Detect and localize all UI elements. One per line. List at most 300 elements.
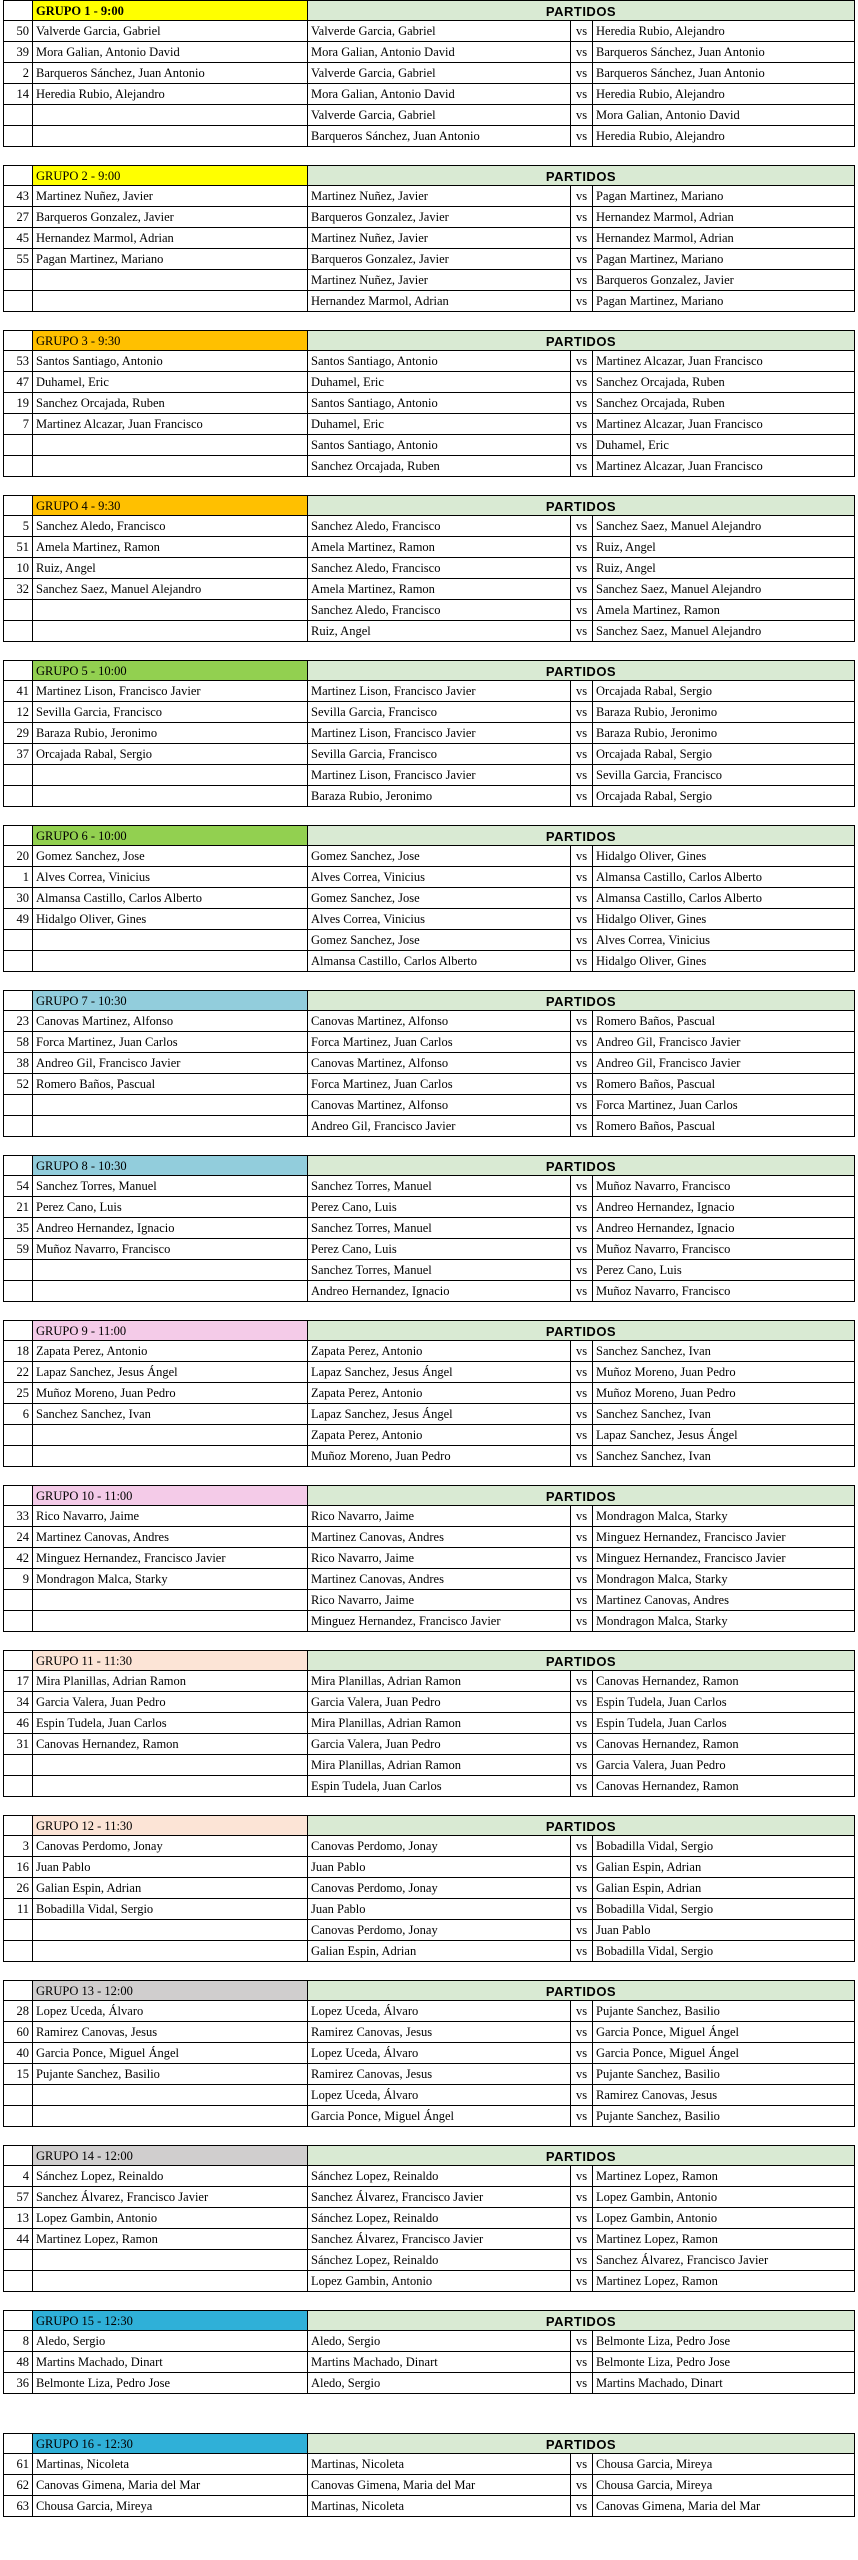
group-title: GRUPO 11 - 11:30 (33, 1650, 308, 1671)
player-name (33, 1941, 308, 1962)
player-seed (3, 2250, 33, 2271)
player-name: Martinez Alcazar, Juan Francisco (33, 414, 308, 435)
match-player-2: Canovas Hernandez, Ramon (593, 1776, 855, 1797)
player-name: Martins Machado, Dinart (33, 2352, 308, 2373)
player-name: Sanchez Aledo, Francisco (33, 516, 308, 537)
match-player-2: Canovas Hernandez, Ramon (593, 1671, 855, 1692)
player-name (33, 2250, 308, 2271)
player-seed: 39 (3, 42, 33, 63)
match-vs: vs (571, 1527, 593, 1548)
player-name: Canovas Perdomo, Jonay (33, 1836, 308, 1857)
match-vs: vs (571, 2352, 593, 2373)
player-name (33, 1590, 308, 1611)
player-name: Barqueros Sánchez, Juan Antonio (33, 63, 308, 84)
match-vs: vs (571, 2331, 593, 2352)
match-player-2: Espin Tudela, Juan Carlos (593, 1713, 855, 1734)
match-vs: vs (571, 84, 593, 105)
player-seed (3, 456, 33, 477)
match-player-1: Amela Martinez, Ramon (308, 579, 571, 600)
match-vs: vs (571, 2373, 593, 2394)
match-vs: vs (571, 1281, 593, 1302)
group-header-seed-cell (3, 1815, 33, 1836)
match-player-2: Pagan Martinez, Mariano (593, 186, 855, 207)
match-player-1: Martinas, Nicoleta (308, 2496, 571, 2517)
player-name: Canovas Martinez, Alfonso (33, 1011, 308, 1032)
player-seed: 30 (3, 888, 33, 909)
match-player-2: Sanchez Orcajada, Ruben (593, 393, 855, 414)
player-name: Lopez Gambin, Antonio (33, 2208, 308, 2229)
player-name: Andreo Gil, Francisco Javier (33, 1053, 308, 1074)
player-name: Hidalgo Oliver, Gines (33, 909, 308, 930)
player-name: Garcia Valera, Juan Pedro (33, 1692, 308, 1713)
player-name: Lopez Uceda, Álvaro (33, 2001, 308, 2022)
player-seed (3, 1941, 33, 1962)
match-player-1: Sevilla Garcia, Francisco (308, 702, 571, 723)
group-header-seed-cell (3, 1980, 33, 2001)
player-seed: 15 (3, 2064, 33, 2085)
partidos-header: PARTIDOS (308, 2145, 855, 2166)
player-seed: 9 (3, 1569, 33, 1590)
player-name: Chousa Garcia, Mireya (33, 2496, 308, 2517)
player-seed: 27 (3, 207, 33, 228)
match-player-1: Canovas Martinez, Alfonso (308, 1095, 571, 1116)
player-seed: 57 (3, 2187, 33, 2208)
player-seed: 14 (3, 84, 33, 105)
match-player-2: Sanchez Saez, Manuel Alejandro (593, 579, 855, 600)
match-player-2: Almansa Castillo, Carlos Alberto (593, 888, 855, 909)
match-player-1: Gomez Sanchez, Jose (308, 888, 571, 909)
match-player-1: Barqueros Sánchez, Juan Antonio (308, 126, 571, 147)
match-vs: vs (571, 600, 593, 621)
group-header-seed-cell (3, 165, 33, 186)
match-vs: vs (571, 42, 593, 63)
player-seed: 32 (3, 579, 33, 600)
player-name (33, 621, 308, 642)
match-player-2: Minguez Hernandez, Francisco Javier (593, 1548, 855, 1569)
match-vs: vs (571, 63, 593, 84)
match-player-1: Forca Martinez, Juan Carlos (308, 1032, 571, 1053)
match-player-2: Baraza Rubio, Jeronimo (593, 723, 855, 744)
group-title: GRUPO 12 - 11:30 (33, 1815, 308, 1836)
player-seed (3, 1776, 33, 1797)
match-player-1: Amela Martinez, Ramon (308, 537, 571, 558)
partidos-header: PARTIDOS (308, 1320, 855, 1341)
group-header-seed-cell (3, 2145, 33, 2166)
group-header-seed-cell (3, 660, 33, 681)
match-vs: vs (571, 1899, 593, 1920)
match-player-2: Orcajada Rabal, Sergio (593, 786, 855, 807)
player-name (33, 1260, 308, 1281)
match-vs: vs (571, 2187, 593, 2208)
player-name: Bobadilla Vidal, Sergio (33, 1899, 308, 1920)
match-player-2: Pujante Sanchez, Basilio (593, 2001, 855, 2022)
match-player-2: Sanchez Orcajada, Ruben (593, 372, 855, 393)
match-player-2: Barqueros Sánchez, Juan Antonio (593, 42, 855, 63)
match-player-2: Hidalgo Oliver, Gines (593, 951, 855, 972)
player-name (33, 1425, 308, 1446)
match-player-1: Garcia Valera, Juan Pedro (308, 1692, 571, 1713)
match-player-2: Hernandez Marmol, Adrian (593, 228, 855, 249)
player-seed: 4 (3, 2166, 33, 2187)
match-player-1: Canovas Perdomo, Jonay (308, 1920, 571, 1941)
player-seed (3, 126, 33, 147)
player-seed: 11 (3, 1899, 33, 1920)
match-player-1: Martinez Canovas, Andres (308, 1569, 571, 1590)
match-player-2: Muñoz Moreno, Juan Pedro (593, 1362, 855, 1383)
player-name: Muñoz Navarro, Francisco (33, 1239, 308, 1260)
match-player-2: Lopez Gambin, Antonio (593, 2187, 855, 2208)
match-vs: vs (571, 867, 593, 888)
player-seed: 36 (3, 2373, 33, 2394)
match-player-2: Muñoz Navarro, Francisco (593, 1239, 855, 1260)
player-name: Canovas Gimena, Maria del Mar (33, 2475, 308, 2496)
match-player-1: Martinas, Nicoleta (308, 2454, 571, 2475)
partidos-header: PARTIDOS (308, 1815, 855, 1836)
match-vs: vs (571, 2022, 593, 2043)
match-vs: vs (571, 1074, 593, 1095)
match-player-2: Belmonte Liza, Pedro Jose (593, 2331, 855, 2352)
match-vs: vs (571, 2085, 593, 2106)
player-seed: 49 (3, 909, 33, 930)
match-player-2: Belmonte Liza, Pedro Jose (593, 2352, 855, 2373)
player-name: Hernandez Marmol, Adrian (33, 228, 308, 249)
player-seed: 1 (3, 867, 33, 888)
player-name: Sanchez Álvarez, Francisco Javier (33, 2187, 308, 2208)
group-title: GRUPO 14 - 12:00 (33, 2145, 308, 2166)
player-name (33, 1755, 308, 1776)
group-title: GRUPO 4 - 9:30 (33, 495, 308, 516)
match-vs: vs (571, 1032, 593, 1053)
group-header-seed-cell (3, 2310, 33, 2331)
match-player-1: Sanchez Torres, Manuel (308, 1260, 571, 1281)
match-vs: vs (571, 2229, 593, 2250)
match-vs: vs (571, 1548, 593, 1569)
match-player-2: Almansa Castillo, Carlos Alberto (593, 867, 855, 888)
group-title: GRUPO 8 - 10:30 (33, 1155, 308, 1176)
group-title: GRUPO 3 - 9:30 (33, 330, 308, 351)
match-vs: vs (571, 2496, 593, 2517)
match-player-1: Zapata Perez, Antonio (308, 1383, 571, 1404)
player-seed: 61 (3, 2454, 33, 2475)
partidos-header: PARTIDOS (308, 165, 855, 186)
group-title: GRUPO 2 - 9:00 (33, 165, 308, 186)
match-player-2: Bobadilla Vidal, Sergio (593, 1836, 855, 1857)
match-vs: vs (571, 105, 593, 126)
match-vs: vs (571, 2475, 593, 2496)
match-player-1: Sanchez Álvarez, Francisco Javier (308, 2187, 571, 2208)
match-player-1: Andreo Gil, Francisco Javier (308, 1116, 571, 1137)
match-player-2: Martins Machado, Dinart (593, 2373, 855, 2394)
player-seed (3, 2106, 33, 2127)
player-name: Juan Pablo (33, 1857, 308, 1878)
player-seed: 38 (3, 1053, 33, 1074)
match-player-2: Sanchez Sanchez, Ivan (593, 1404, 855, 1425)
match-player-1: Perez Cano, Luis (308, 1197, 571, 1218)
player-name (33, 1446, 308, 1467)
match-vs: vs (571, 1692, 593, 1713)
match-player-2: Minguez Hernandez, Francisco Javier (593, 1527, 855, 1548)
match-vs: vs (571, 186, 593, 207)
match-vs: vs (571, 1260, 593, 1281)
match-vs: vs (571, 126, 593, 147)
partidos-header: PARTIDOS (308, 495, 855, 516)
match-player-1: Valverde Garcia, Gabriel (308, 105, 571, 126)
match-player-1: Juan Pablo (308, 1857, 571, 1878)
player-name: Zapata Perez, Antonio (33, 1341, 308, 1362)
player-seed: 44 (3, 2229, 33, 2250)
match-player-1: Forca Martinez, Juan Carlos (308, 1074, 571, 1095)
match-vs: vs (571, 1425, 593, 1446)
player-name: Mora Galian, Antonio David (33, 42, 308, 63)
match-player-2: Hernandez Marmol, Adrian (593, 207, 855, 228)
match-player-2: Pagan Martinez, Mariano (593, 291, 855, 312)
player-name: Ruiz, Angel (33, 558, 308, 579)
player-seed (3, 1116, 33, 1137)
match-vs: vs (571, 456, 593, 477)
match-player-1: Valverde Garcia, Gabriel (308, 63, 571, 84)
player-name: Pagan Martinez, Mariano (33, 249, 308, 270)
player-seed: 17 (3, 1671, 33, 1692)
partidos-header: PARTIDOS (308, 2310, 855, 2331)
match-vs: vs (571, 2271, 593, 2292)
player-name: Sanchez Saez, Manuel Alejandro (33, 579, 308, 600)
player-name: Muñoz Moreno, Juan Pedro (33, 1383, 308, 1404)
player-seed (3, 930, 33, 951)
player-name: Galian Espin, Adrian (33, 1878, 308, 1899)
match-player-1: Barqueros Gonzalez, Javier (308, 207, 571, 228)
match-player-1: Lapaz Sanchez, Jesus Ángel (308, 1404, 571, 1425)
match-player-1: Andreo Hernandez, Ignacio (308, 1281, 571, 1302)
group-header-seed-cell (3, 1650, 33, 1671)
player-name (33, 126, 308, 147)
match-player-2: Martinez Alcazar, Juan Francisco (593, 414, 855, 435)
player-name: Garcia Ponce, Miguel Ángel (33, 2043, 308, 2064)
player-seed (3, 621, 33, 642)
match-vs: vs (571, 765, 593, 786)
player-name: Alves Correa, Vinicius (33, 867, 308, 888)
match-player-2: Sanchez Saez, Manuel Alejandro (593, 621, 855, 642)
player-name (33, 1281, 308, 1302)
player-name (33, 2106, 308, 2127)
match-vs: vs (571, 414, 593, 435)
player-seed (3, 1281, 33, 1302)
player-seed: 33 (3, 1506, 33, 1527)
player-seed: 8 (3, 2331, 33, 2352)
group-header-seed-cell (3, 825, 33, 846)
group-header-seed-cell (3, 1155, 33, 1176)
match-vs: vs (571, 393, 593, 414)
group-header-seed-cell (3, 1485, 33, 1506)
match-player-2: Heredia Rubio, Alejandro (593, 84, 855, 105)
match-vs: vs (571, 1116, 593, 1137)
player-seed: 40 (3, 2043, 33, 2064)
match-vs: vs (571, 1776, 593, 1797)
match-player-1: Lapaz Sanchez, Jesus Ángel (308, 1362, 571, 1383)
match-player-1: Lopez Gambin, Antonio (308, 2271, 571, 2292)
match-player-1: Garcia Ponce, Miguel Ángel (308, 2106, 571, 2127)
match-vs: vs (571, 2454, 593, 2475)
player-name (33, 291, 308, 312)
player-name: Valverde Garcia, Gabriel (33, 21, 308, 42)
player-name: Martinas, Nicoleta (33, 2454, 308, 2475)
player-seed: 58 (3, 1032, 33, 1053)
player-name: Amela Martinez, Ramon (33, 537, 308, 558)
player-seed (3, 1446, 33, 1467)
player-seed (3, 1590, 33, 1611)
match-vs: vs (571, 1506, 593, 1527)
match-player-1: Zapata Perez, Antonio (308, 1341, 571, 1362)
match-player-1: Sanchez Orcajada, Ruben (308, 456, 571, 477)
player-name: Duhamel, Eric (33, 372, 308, 393)
player-seed: 12 (3, 702, 33, 723)
player-seed: 3 (3, 1836, 33, 1857)
match-player-1: Valverde Garcia, Gabriel (308, 21, 571, 42)
match-player-2: Martinez Lopez, Ramon (593, 2229, 855, 2250)
match-player-1: Sánchez Lopez, Reinaldo (308, 2208, 571, 2229)
group-header-seed-cell (3, 2433, 33, 2454)
match-player-1: Sanchez Aledo, Francisco (308, 558, 571, 579)
match-player-2: Canovas Hernandez, Ramon (593, 1734, 855, 1755)
player-name: Minguez Hernandez, Francisco Javier (33, 1548, 308, 1569)
player-name (33, 270, 308, 291)
match-vs: vs (571, 1755, 593, 1776)
match-player-2: Lapaz Sanchez, Jesus Ángel (593, 1425, 855, 1446)
player-name (33, 1776, 308, 1797)
match-player-1: Sanchez Torres, Manuel (308, 1176, 571, 1197)
match-vs: vs (571, 1941, 593, 1962)
player-seed: 47 (3, 372, 33, 393)
match-vs: vs (571, 1569, 593, 1590)
match-player-1: Ruiz, Angel (308, 621, 571, 642)
partidos-header: PARTIDOS (308, 1155, 855, 1176)
group-header-seed-cell (3, 330, 33, 351)
match-vs: vs (571, 1341, 593, 1362)
match-player-2: Chousa Garcia, Mireya (593, 2454, 855, 2475)
player-name: Martinez Lison, Francisco Javier (33, 681, 308, 702)
match-player-2: Sanchez Saez, Manuel Alejandro (593, 516, 855, 537)
match-player-2: Mondragon Malca, Starky (593, 1506, 855, 1527)
player-name: Gomez Sanchez, Jose (33, 846, 308, 867)
player-seed: 7 (3, 414, 33, 435)
player-seed: 51 (3, 537, 33, 558)
match-player-2: Hidalgo Oliver, Gines (593, 909, 855, 930)
player-name: Mira Planillas, Adrian Ramon (33, 1671, 308, 1692)
player-name (33, 600, 308, 621)
match-player-1: Martinez Lison, Francisco Javier (308, 765, 571, 786)
group-title: GRUPO 7 - 10:30 (33, 990, 308, 1011)
player-name: Sanchez Sanchez, Ivan (33, 1404, 308, 1425)
player-name (33, 1920, 308, 1941)
match-vs: vs (571, 2064, 593, 2085)
match-player-2: Pujante Sanchez, Basilio (593, 2106, 855, 2127)
player-seed: 16 (3, 1857, 33, 1878)
match-player-1: Duhamel, Eric (308, 414, 571, 435)
player-name: Andreo Hernandez, Ignacio (33, 1218, 308, 1239)
player-name: Barqueros Gonzalez, Javier (33, 207, 308, 228)
player-seed (3, 786, 33, 807)
match-player-1: Canovas Perdomo, Jonay (308, 1836, 571, 1857)
match-vs: vs (571, 1671, 593, 1692)
player-seed: 45 (3, 228, 33, 249)
match-player-2: Baraza Rubio, Jeronimo (593, 702, 855, 723)
player-name: Martinez Canovas, Andres (33, 1527, 308, 1548)
player-seed: 53 (3, 351, 33, 372)
player-seed: 21 (3, 1197, 33, 1218)
group-title: GRUPO 15 - 12:30 (33, 2310, 308, 2331)
player-seed (3, 1755, 33, 1776)
player-seed: 13 (3, 2208, 33, 2229)
player-name: Baraza Rubio, Jeronimo (33, 723, 308, 744)
player-seed: 43 (3, 186, 33, 207)
match-player-1: Mira Planillas, Adrian Ramon (308, 1713, 571, 1734)
match-vs: vs (571, 723, 593, 744)
match-vs: vs (571, 681, 593, 702)
match-player-2: Ruiz, Angel (593, 537, 855, 558)
match-player-2: Perez Cano, Luis (593, 1260, 855, 1281)
match-vs: vs (571, 372, 593, 393)
player-name (33, 1116, 308, 1137)
match-player-2: Amela Martinez, Ramon (593, 600, 855, 621)
player-seed (3, 105, 33, 126)
player-seed: 34 (3, 1692, 33, 1713)
player-seed: 52 (3, 1074, 33, 1095)
match-vs: vs (571, 228, 593, 249)
match-player-1: Hernandez Marmol, Adrian (308, 291, 571, 312)
player-seed (3, 291, 33, 312)
match-player-2: Espin Tudela, Juan Carlos (593, 1692, 855, 1713)
match-player-2: Galian Espin, Adrian (593, 1878, 855, 1899)
match-player-2: Romero Baños, Pascual (593, 1011, 855, 1032)
match-player-1: Garcia Valera, Juan Pedro (308, 1734, 571, 1755)
partidos-header: PARTIDOS (308, 825, 855, 846)
group-header-seed-cell (3, 0, 33, 21)
match-vs: vs (571, 1836, 593, 1857)
match-vs: vs (571, 351, 593, 372)
match-player-2: Andreo Gil, Francisco Javier (593, 1032, 855, 1053)
player-seed: 50 (3, 21, 33, 42)
player-name: Sevilla Garcia, Francisco (33, 702, 308, 723)
match-player-2: Martinez Lopez, Ramon (593, 2271, 855, 2292)
match-player-1: Martinez Nuñez, Javier (308, 270, 571, 291)
player-seed: 28 (3, 2001, 33, 2022)
match-player-2: Barqueros Gonzalez, Javier (593, 270, 855, 291)
partidos-header: PARTIDOS (308, 660, 855, 681)
player-name: Forca Martinez, Juan Carlos (33, 1032, 308, 1053)
match-vs: vs (571, 1176, 593, 1197)
match-player-2: Mora Galian, Antonio David (593, 105, 855, 126)
match-player-1: Zapata Perez, Antonio (308, 1425, 571, 1446)
match-vs: vs (571, 1590, 593, 1611)
match-player-1: Mora Galian, Antonio David (308, 84, 571, 105)
match-player-2: Bobadilla Vidal, Sergio (593, 1899, 855, 1920)
match-player-1: Gomez Sanchez, Jose (308, 846, 571, 867)
player-seed: 2 (3, 63, 33, 84)
match-player-2: Muñoz Navarro, Francisco (593, 1176, 855, 1197)
group-title: GRUPO 13 - 12:00 (33, 1980, 308, 2001)
match-player-1: Canovas Martinez, Alfonso (308, 1011, 571, 1032)
match-player-1: Sanchez Aledo, Francisco (308, 600, 571, 621)
player-seed (3, 1611, 33, 1632)
player-seed (3, 1095, 33, 1116)
match-player-2: Martinez Lopez, Ramon (593, 2166, 855, 2187)
player-name: Santos Santiago, Antonio (33, 351, 308, 372)
match-player-2: Romero Baños, Pascual (593, 1074, 855, 1095)
partidos-header: PARTIDOS (308, 1485, 855, 1506)
match-vs: vs (571, 1011, 593, 1032)
match-vs: vs (571, 1446, 593, 1467)
group-header-seed-cell (3, 1320, 33, 1341)
match-vs: vs (571, 1383, 593, 1404)
